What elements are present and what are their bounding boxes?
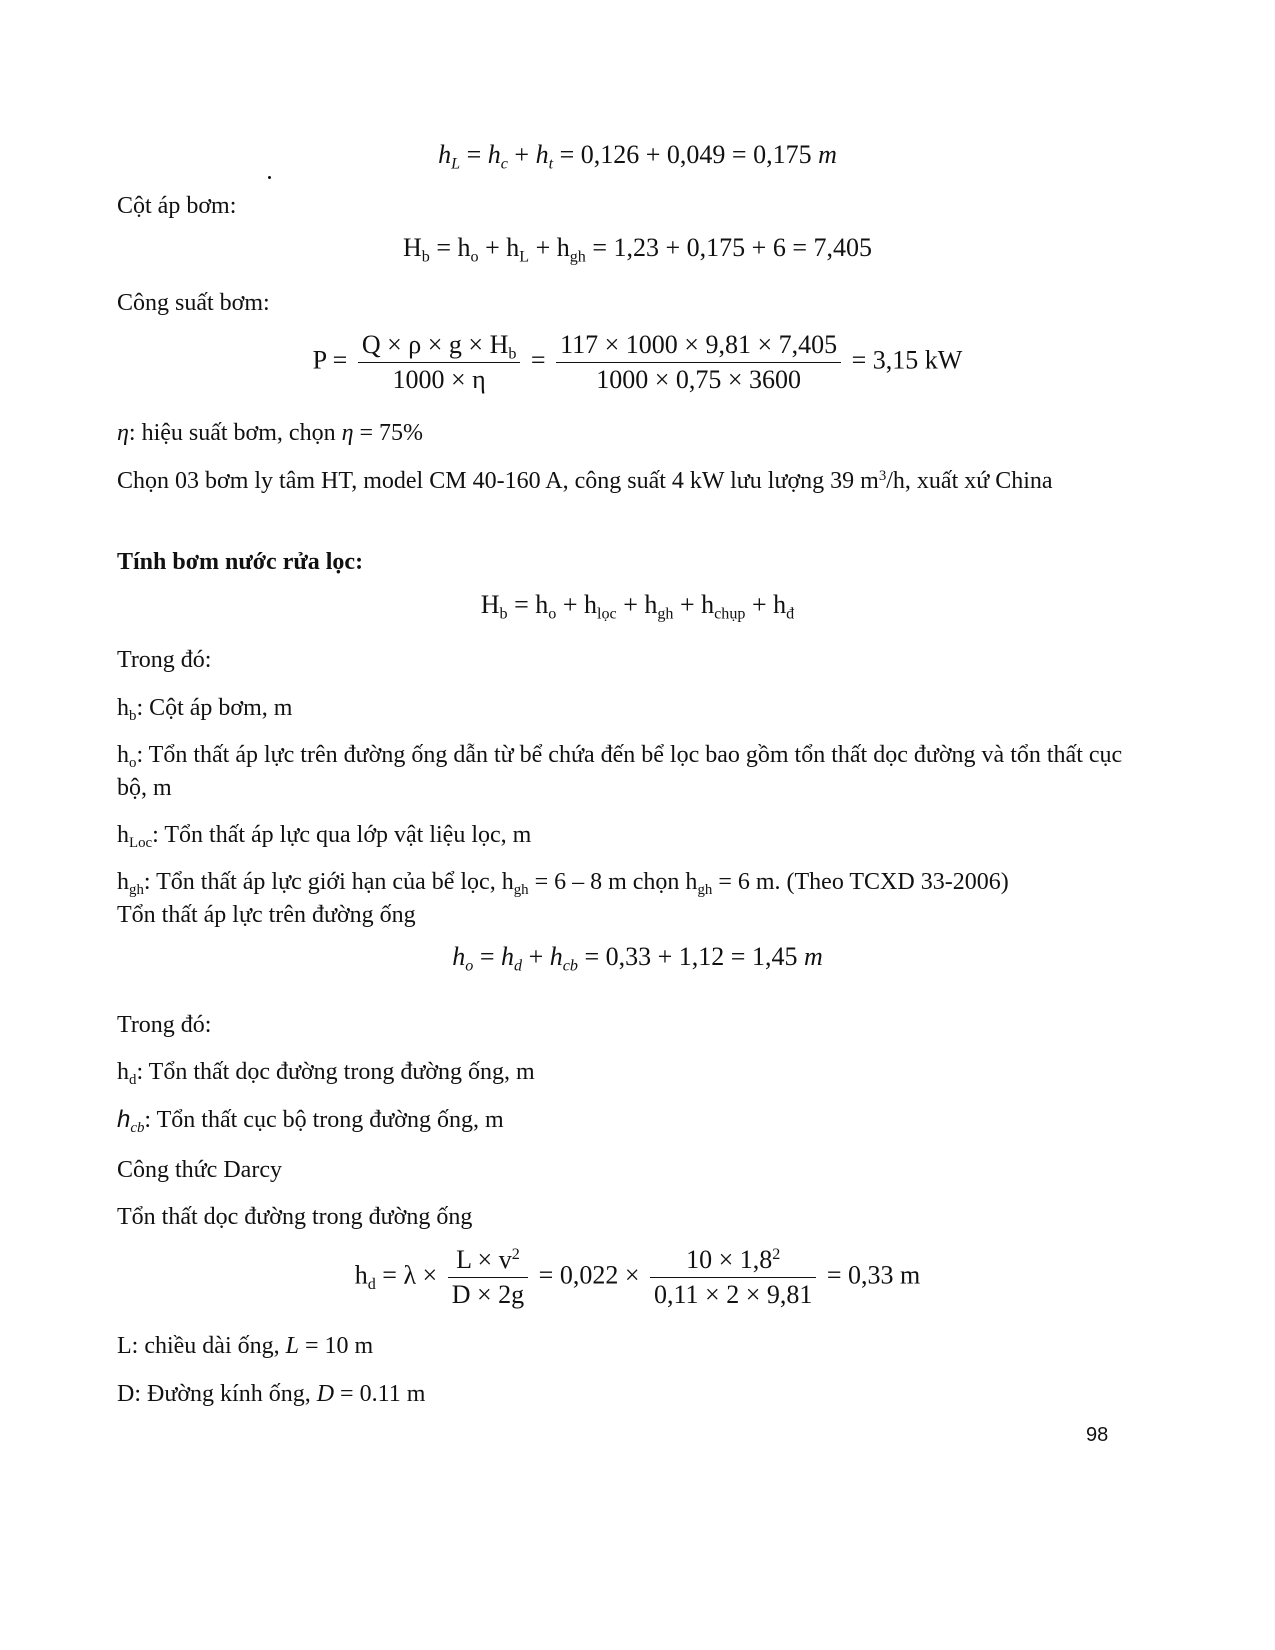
fraction-power-numeric: $\frac{117 \times 1000 \times 9,81 \times 7,405}{1000 \times 0,75 \times 3600}$ [556,330,841,395]
darcy-label: Công thức Darcy [117,1157,282,1183]
equation-hl: $h_L = h_c + h_t = 0,126 + 0,049 = 0,175$ m [438,140,837,173]
definition-hloc: $h_{Loc}$: Tổn thất áp lực qua lớp vật liệu lọc, m [117,822,532,852]
definition-hd: $h_d$: Tổn thất dọc đường trong đường ống, m [117,1059,535,1089]
trong-do-label-1: Trong đó: [117,647,212,673]
equation-ho: $h_o = h_d + h_{cb} = 0,33 + 1,12 = 1,45$ m [452,942,823,975]
equation-hb-rua-loc: $H_b = h_o + h_{lọc} + h_{gh} + h_{chụp} + h_đ$ [480,590,795,623]
definition-hcb: $h_{cb}$: Tổn thất cục bộ trong đường ống, m [117,1106,504,1137]
heading-rua-loc: Tính bơm nước rửa lọc: [117,549,364,575]
equation-hb: $H_b = h_o + h_L + h_{gh} = 1,23 + 0,175 + 6 = 7,405$ [402,233,873,266]
definition-hb: $h_b$: Cột áp bơm, m [117,695,293,725]
equation-hd-darcy: $h_d = \lambda$ × $\frac{L \times v^2}{D \times 2g}$ = 0,022 × $\frac{10 \times 1,8^2}{0,11 \times 2 \times 9,81}$ = 0,33 m [354,1245,921,1309]
definition-length: L: chiều dài ống, L = 10 m [117,1333,374,1359]
label-cot-ap-bom: Cột áp bơm: [117,193,237,219]
page-number: 98 [1086,1424,1109,1446]
label-cong-suat-bom: Công suất bơm: [117,290,270,316]
darcy-description: Tổn thất dọc đường trong đường ống [117,1204,473,1230]
fraction-darcy-numeric: $\frac{10 \times 1,8^2}{0,11 \times 2 \times 9,81}$ [650,1245,816,1310]
definition-diameter: D: Đường kính ống, D = 0.11 m [117,1381,426,1407]
fraction-darcy-symbolic: $\frac{L \times v^2}{D \times 2g}$ [448,1245,528,1310]
stray-dot [268,176,271,179]
eta-definition: η: hiệu suất bơm, chọn η = 75% [117,420,424,446]
definition-ho: $h_o$: Tổn thất áp lực trên đường ống dẫn từ bể chứa đến bể lọc bao gồm tổn thất dọc đường và tổn thất cục bộ, m [117,742,1123,801]
pump-selection: Chọn 03 bơm ly tâm HT, model CM 40-160 A, công suất 4 kW lưu lượng 39 $m^3/h$, xuất xứ China [117,467,1053,494]
fraction-power-symbolic: $\frac{Q \times \rho \times g \times H_b}{1000 \times \eta}$ [358,330,521,395]
equation-power: P = $\frac{Q \times \rho \times g \times H_b}{1000 \times \eta}$ = $\frac{117 \times 1000 \times 9,81 \times 7,405}{1000 \times 0,75 \times 3600}$ = 3,15 kW [312,330,963,394]
definition-hgh: $h_{gh}$: Tổn thất áp lực giới hạn của bể lọc, $h_{gh} = 6 - 8$ m chọn $h_{gh} = 6$ m. (Theo TCXD 33-2006) Tổn thất áp lực trên đường ống [117,869,1009,928]
trong-do-label-2: Trong đó: [117,1012,212,1038]
